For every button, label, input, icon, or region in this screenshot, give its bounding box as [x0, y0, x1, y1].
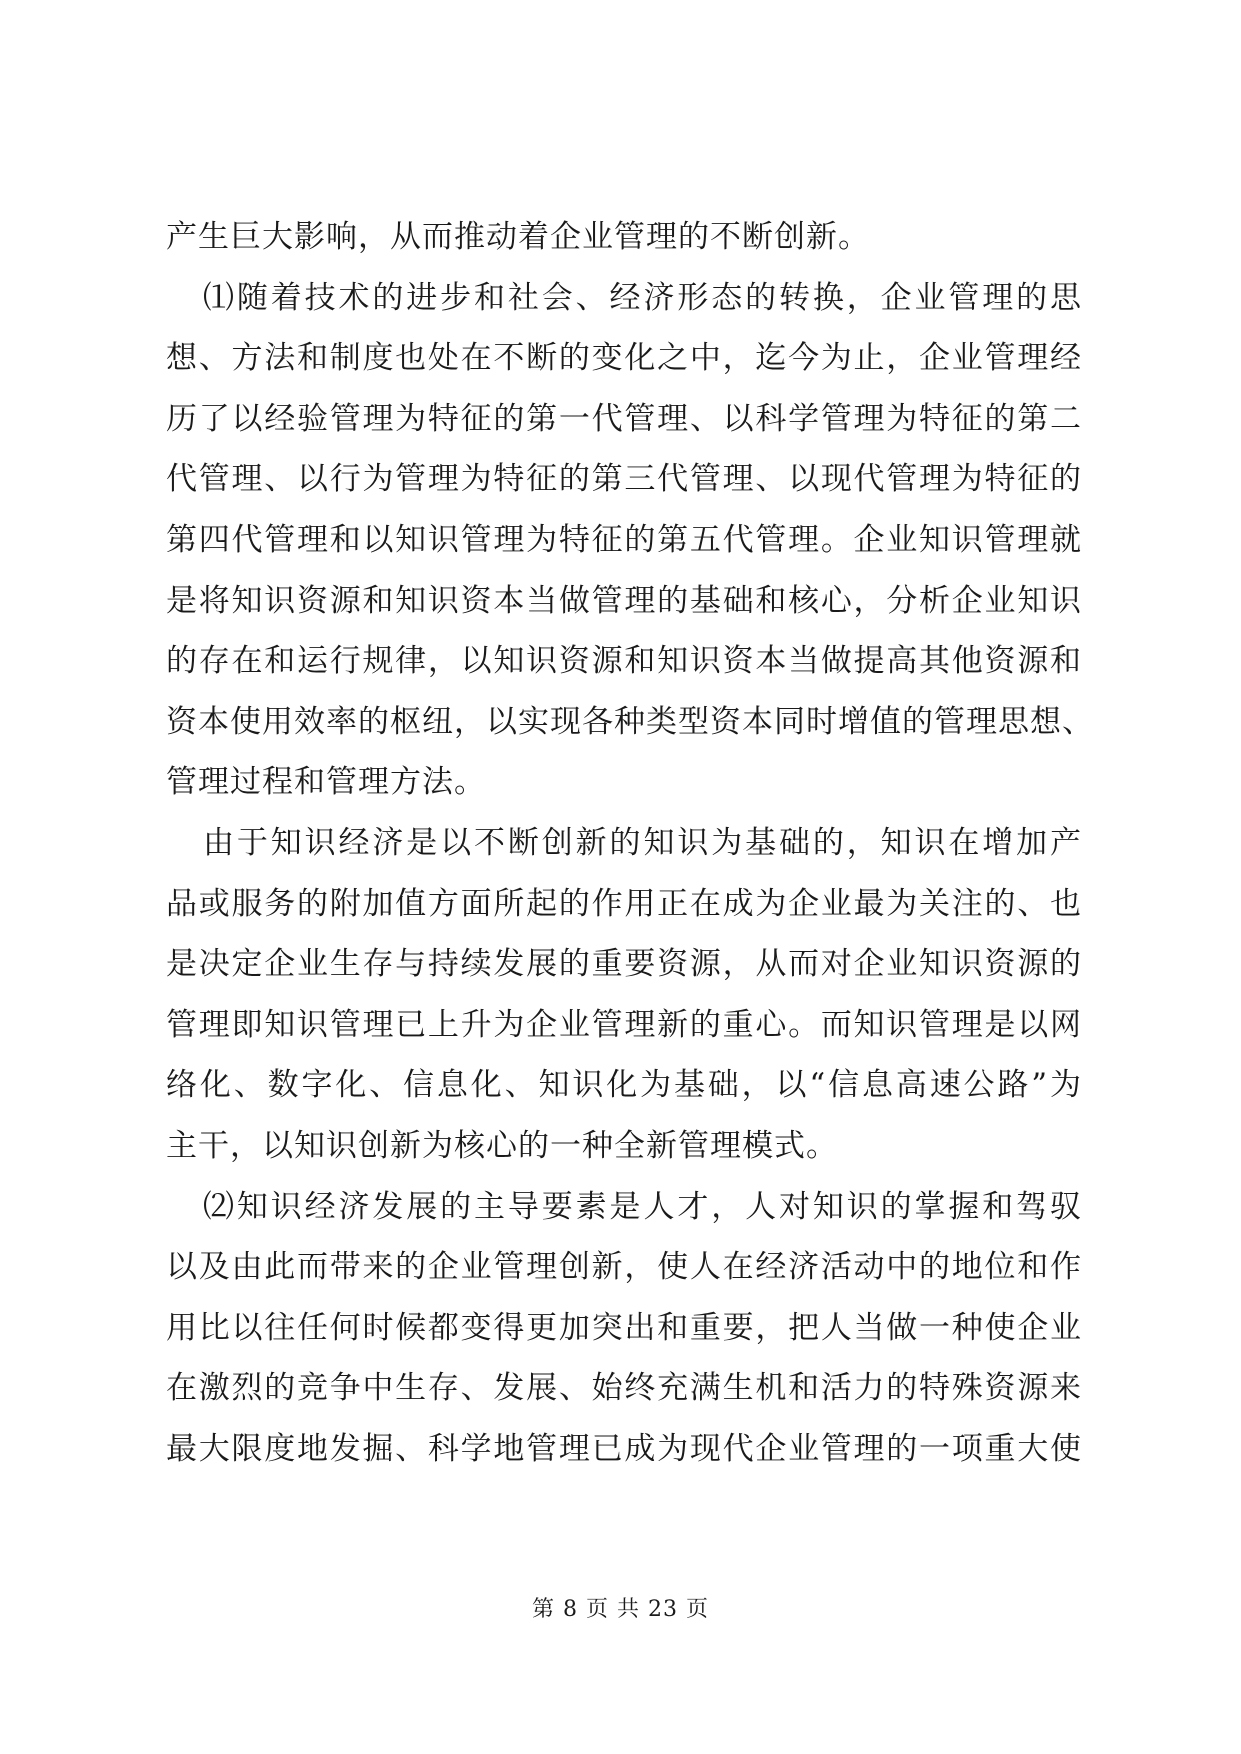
text-line: 历了以经验管理为特征的第一代管理、以科学管理为特征的第二	[166, 400, 1082, 437]
text-line: 资本使用效率的枢纽，以实现各种类型资本同时增值的管理思想、	[166, 703, 1094, 740]
text-line: 络化、数字化、信息化、知识化为基础，以“信息高速公路”为	[166, 1067, 1082, 1104]
text-line: ⑵知识经济发展的主导要素是人才，人对知识的掌握和驾驭	[203, 1188, 1082, 1225]
text-line: 代管理、以行为管理为特征的第三代管理、以现代管理为特征的	[166, 461, 1082, 498]
page-number-footer: 第 8 页 共 23 页	[532, 1597, 709, 1622]
text-line: 是决定企业生存与持续发展的重要资源，从而对企业知识资源的	[166, 946, 1082, 983]
text-line: 最大限度地发掘、科学地管理已成为现代企业管理的一项重大使	[166, 1430, 1082, 1467]
text-line: 是将知识资源和知识资本当做管理的基础和核心，分析企业知识	[166, 582, 1082, 619]
text-line: 产生巨大影响，从而推动着企业管理的不断创新。	[166, 219, 870, 255]
text-line: ⑴随着技术的进步和社会、经济形态的转换，企业管理的思	[203, 279, 1082, 316]
text-line: 在激烈的竞争中生存、发展、始终充满生机和活力的特殊资源来	[166, 1370, 1082, 1407]
text-line: 管理过程和管理方法。	[166, 764, 486, 801]
text-line: 想、方法和制度也处在不断的变化之中，迄今为止，企业管理经	[166, 340, 1082, 377]
text-line: 主干，以知识创新为核心的一种全新管理模式。	[166, 1127, 838, 1164]
text-line: 用比以往任何时候都变得更加突出和重要，把人当做一种使企业	[166, 1309, 1082, 1346]
body-text	[166, 207, 1094, 1479]
text-line: 的存在和运行规律，以知识资源和知识资本当做提高其他资源和	[166, 643, 1082, 680]
text-line: 管理即知识管理已上升为企业管理新的重心。而知识管理是以网	[166, 1006, 1082, 1043]
text-line: 品或服务的附加值方面所起的作用正在成为企业最为关注的、也	[166, 885, 1082, 922]
text-line: 由于知识经济是以不断创新的知识为基础的，知识在增加产	[203, 824, 1082, 861]
text-line: 以及由此而带来的企业管理创新，使人在经济活动中的地位和作	[166, 1249, 1082, 1286]
text-line: 第四代管理和以知识管理为特征的第五代管理。企业知识管理就	[166, 521, 1082, 558]
